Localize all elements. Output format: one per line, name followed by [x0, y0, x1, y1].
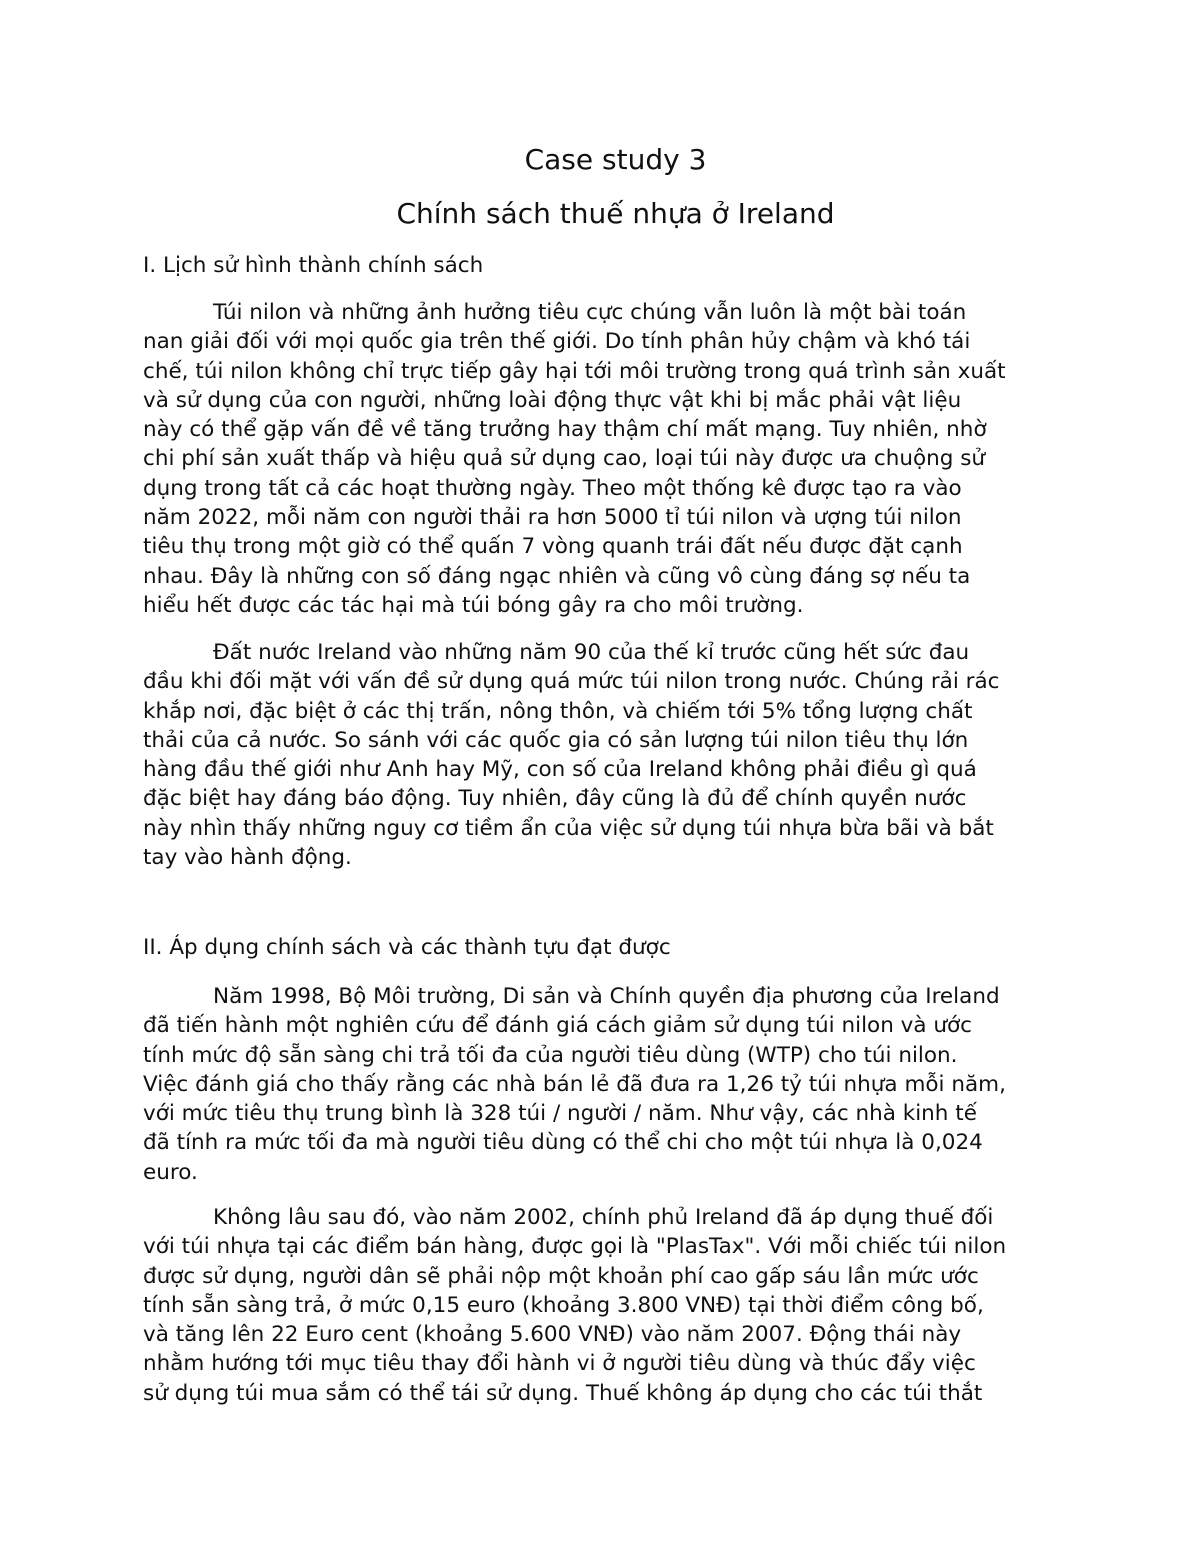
paragraph-line: Năm 1998, Bộ Môi trường, Di sản và Chính quyền địa phương của Ireland [213, 984, 1000, 1009]
paragraph-2 [143, 638, 1088, 872]
paragraph-line: đã tiến hành một nghiên cứu để đánh giá cách giảm sử dụng túi nilon và ước [143, 1013, 972, 1039]
paragraph-line: tiêu thụ trong một giờ có thể quấn 7 vòng quanh trái đất nếu được đặt cạnh [143, 534, 963, 560]
paragraph-line: tính mức độ sẵn sàng chi trả tối đa của người tiêu dùng (WTP) cho túi nilon. [143, 1042, 958, 1068]
paragraph-line: và tăng lên 22 Euro cent (khoảng 5.600 VNĐ) vào năm 2007. Động thái này [143, 1322, 962, 1348]
paragraph-line: nhằm hướng tới mục tiêu thay đổi hành vi ở người tiêu dùng và thúc đẩy việc [143, 1351, 976, 1377]
paragraph-1 [143, 298, 1088, 620]
paragraph-line: Việc đánh giá cho thấy rằng các nhà bán lẻ đã đưa ra 1,26 tỷ túi nhựa mỗi năm, [143, 1071, 1006, 1097]
paragraph-4 [143, 1203, 1088, 1408]
paragraph-line: chi phí sản xuất thấp và hiệu quả sử dụng cao, loại túi này được ưa chuộng sử [143, 446, 986, 472]
document-subtitle: Chính sách thuế nhựa ở Ireland [396, 197, 835, 230]
document-title: Case study 3 [524, 143, 707, 176]
paragraph-line: sử dụng túi mua sắm có thể tái sử dụng. Thuế không áp dụng cho các túi thắt [143, 1380, 983, 1406]
section-heading-1: I. Lịch sử hình thành chính sách [143, 253, 484, 278]
paragraph-line: tay vào hành động. [143, 845, 352, 871]
paragraph-line: Đất nước Ireland vào những năm 90 của thế kỉ trước cũng hết sức đau [213, 640, 970, 665]
paragraph-line: được sử dụng, người dân sẽ phải nộp một khoản phí cao gấp sáu lần mức ước [143, 1263, 979, 1289]
paragraph-line: chế, túi nilon không chỉ trực tiếp gây hại tới môi trường trong quá trình sản xuất [143, 358, 1006, 384]
paragraph-line: với mức tiêu thụ trung bình là 328 túi / người / năm. Như vậy, các nhà kinh tế [143, 1101, 977, 1127]
paragraph-line: Túi nilon và những ảnh hưởng tiêu cực chúng vẫn luôn là một bài toán [213, 300, 967, 325]
paragraph-line: tính sẵn sàng trả, ở mức 0,15 euro (khoảng 3.800 VNĐ) tại thời điểm công bố, [143, 1292, 984, 1318]
paragraph-line: đầu khi đối mặt với vấn đề sử dụng quá mức túi nilon trong nước. Chúng rải rác [143, 669, 1000, 695]
paragraph-line: đặc biệt hay đáng báo động. Tuy nhiên, đây cũng là đủ để chính quyền nước [143, 786, 967, 812]
paragraph-line: Không lâu sau đó, vào năm 2002, chính phủ Ireland đã áp dụng thuế đối [213, 1205, 994, 1230]
paragraph-line: đã tính ra mức tối đa mà người tiêu dùng có thể chi cho một túi nhựa là 0,024 [143, 1130, 983, 1156]
paragraph-line: này có thể gặp vấn đề về tăng trưởng hay thậm chí mất mạng. Tuy nhiên, nhờ [143, 417, 987, 443]
paragraph-line: khắp nơi, đặc biệt ở các thị trấn, nông thôn, và chiếm tới 5% tổng lượng chất [143, 698, 973, 724]
paragraph-line: năm 2022, mỗi năm con người thải ra hơn 5000 tỉ túi nilon và ượng túi nilon [143, 505, 962, 531]
paragraph-line: hàng đầu thế giới như Anh hay Mỹ, con số của Ireland không phải điều gì quá [143, 757, 977, 783]
paragraph-line: này nhìn thấy những nguy cơ tiềm ẩn của việc sử dụng túi nhựa bừa bãi và bắt [143, 815, 994, 841]
paragraph-line: thải của cả nước. So sánh với các quốc gia có sản lượng túi nilon tiêu thụ lớn [143, 727, 969, 753]
paragraph-3 [143, 982, 1088, 1187]
paragraph-line: và sử dụng của con người, những loài động thực vật khi bị mắc phải vật liệu [143, 387, 962, 413]
paragraph-line: nhau. Đây là những con số đáng ngạc nhiên và cũng vô cùng đáng sợ nếu ta [143, 563, 971, 589]
paragraph-line: dụng trong tất cả các hoạt thường ngày. Theo một thống kê được tạo ra vào [143, 475, 962, 501]
paragraph-line: hiểu hết được các tác hại mà túi bóng gây ra cho môi trường. [143, 592, 804, 618]
section-heading-2: II. Áp dụng chính sách và các thành tựu đạt được [143, 935, 671, 960]
paragraph-line: nan giải đối với mọi quốc gia trên thế giới. Do tính phân hủy chậm và khó tái [143, 329, 971, 355]
paragraph-line: với túi nhựa tại các điểm bán hàng, được gọi là "PlasTax". Với mỗi chiếc túi nilon [143, 1234, 1007, 1260]
paragraph-line: euro. [143, 1159, 198, 1185]
